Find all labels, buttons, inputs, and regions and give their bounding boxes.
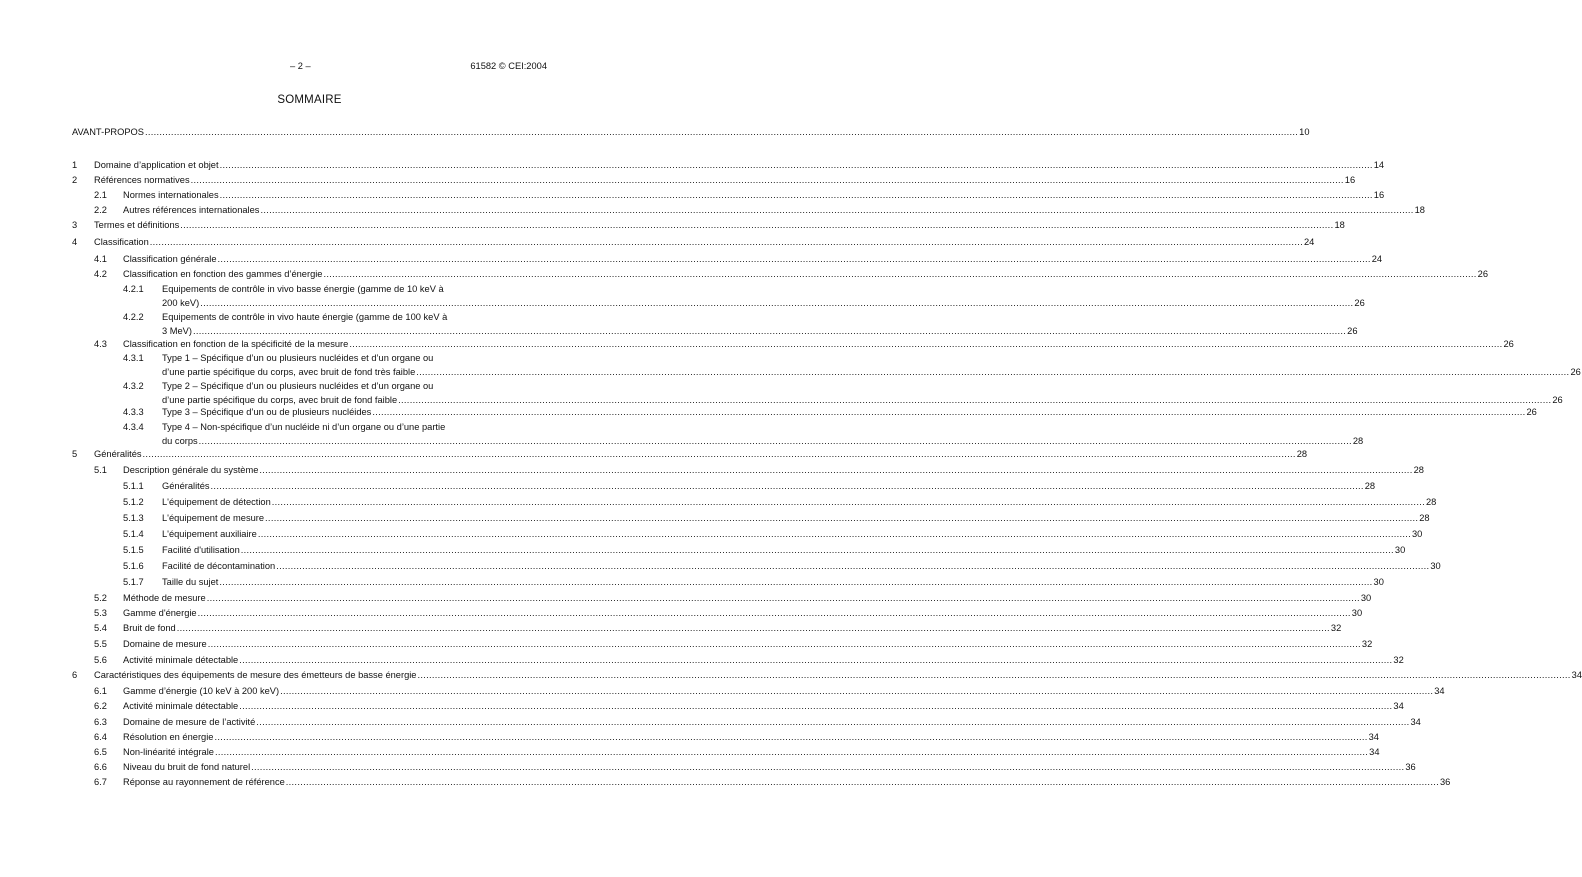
toc-entry[interactable]	[0, 405, 1537, 419]
toc-entry-number: 2	[72, 175, 78, 185]
toc-entry-number: 4.3	[94, 339, 107, 349]
toc-entry[interactable]	[0, 337, 1514, 351]
toc-entry[interactable]	[0, 730, 1379, 744]
toc-entry-title: Caractéristiques des équipements de mesure des émetteurs de basse énergie	[94, 670, 417, 680]
toc-entry-line	[162, 543, 1406, 557]
toc-entry-title: Taille du sujet	[162, 577, 219, 587]
toc-entry[interactable]	[0, 125, 1310, 139]
toc-entry-page: 36	[1439, 777, 1451, 787]
toc-entry-title: Non-linéarité intégrale	[123, 747, 214, 757]
dot-leader: ................................................................................................................................................................................................................................................................................................................................................................................................................	[144, 127, 1299, 137]
toc-entry-number: 5.1.1	[123, 481, 144, 491]
toc-entry-line	[123, 760, 1416, 774]
toc-entry-number: 4.3.1	[123, 353, 144, 363]
toc-entry-title: Gamme d’énergie (10 keV à 200 keV)	[123, 686, 280, 696]
toc-entry-line	[162, 405, 1537, 419]
toc-entry-number: 3	[72, 220, 78, 230]
toc-entry-title: Réponse au rayonnement de référence	[123, 777, 285, 787]
toc-entry-page: 32	[1393, 655, 1404, 665]
toc-entry[interactable]	[0, 575, 1384, 589]
toc-entry-page: 30	[1412, 529, 1423, 539]
toc-entry-title: Généralités	[162, 481, 210, 491]
toc-entry-line	[162, 296, 1365, 310]
toc-entry-line	[123, 621, 1342, 635]
toc-entry-number: 2.2	[94, 205, 107, 215]
toc-entry-page: 24	[1371, 254, 1383, 264]
toc-entry-line	[123, 745, 1380, 759]
toc-entry-title: Termes et définitions	[94, 220, 180, 230]
toc-entry-number: 6.7	[94, 777, 107, 787]
toc-entry-number: 4	[72, 237, 78, 247]
toc-entry-number: 4.2.2	[123, 312, 144, 322]
toc-entry[interactable]	[0, 527, 1423, 541]
toc-title: SOMMAIRE	[277, 94, 342, 106]
toc-entry-title: Classification	[94, 237, 149, 247]
toc-entry[interactable]	[0, 235, 1315, 249]
toc-entry-line	[123, 591, 1372, 605]
toc-entry[interactable]	[0, 420, 1364, 448]
toc-entry[interactable]	[0, 479, 1376, 493]
toc-entry-number: 4.1	[94, 254, 107, 264]
dot-leader: ................................................................................................................................................................................................................................................................................................................................................................................................................	[259, 465, 1413, 475]
dot-leader: ................................................................................................................................................................................................................................................................................................................................................................................................................	[349, 339, 1503, 349]
toc-entry-page: 28	[1364, 481, 1376, 491]
toc-entry[interactable]	[0, 637, 1373, 651]
toc-entry-page: 18	[1334, 220, 1345, 230]
toc-entry-title: L'équipement de mesure	[162, 513, 265, 523]
toc-entry-title: Références normatives	[94, 175, 190, 185]
toc-entry-number: 5.1	[94, 465, 107, 475]
dot-leader: ................................................................................................................................................................................................................................................................................................................................................................................................................	[372, 407, 1526, 417]
toc-entry-number: 5.1.7	[123, 577, 144, 587]
toc-entry[interactable]	[0, 463, 1424, 477]
toc-entry-line	[162, 527, 1423, 541]
toc-entry-title: Niveau du bruit de fond naturel	[123, 762, 251, 772]
toc-entry-number: 5.1.5	[123, 545, 144, 555]
toc-entry-title: Classification en fonction des gammes d’énergie	[123, 269, 323, 279]
toc-entry-number: 4.3.4	[123, 422, 144, 432]
dot-leader: ................................................................................................................................................................................................................................................................................................................................................................................................................	[398, 395, 1552, 405]
toc-entry[interactable]	[0, 218, 1345, 232]
dot-leader: ................................................................................................................................................................................................................................................................................................................................................................................................................	[256, 717, 1410, 727]
toc-entry-page: 26	[1347, 326, 1358, 336]
toc-entry-number: 5.1.2	[123, 497, 144, 507]
toc-entry-title: du corps	[162, 436, 198, 446]
dot-leader: ................................................................................................................................................................................................................................................................................................................................................................................................................	[210, 481, 1364, 491]
toc-entry-line	[123, 637, 1373, 651]
dot-leader: ................................................................................................................................................................................................................................................................................................................................................................................................................	[217, 254, 1371, 264]
toc-entry-page: 34	[1393, 701, 1404, 711]
toc-entry-line	[94, 158, 1385, 172]
toc-entry[interactable]	[0, 495, 1437, 509]
toc-entry-number: 6.5	[94, 747, 107, 757]
toc-entry-page: 30	[1360, 593, 1372, 603]
toc-entry-page: 34	[1410, 717, 1421, 727]
toc-entry[interactable]	[0, 559, 1441, 573]
dot-leader: ................................................................................................................................................................................................................................................................................................................................................................................................................	[260, 205, 1414, 215]
dot-leader: ................................................................................................................................................................................................................................................................................................................................................................................................................	[265, 513, 1419, 523]
toc-entry[interactable]	[0, 282, 1365, 310]
toc-entry-title: 200 keV)	[162, 298, 200, 308]
toc-entry-line	[94, 218, 1345, 232]
toc-entry-number: 4.2.1	[123, 284, 144, 294]
toc-entry-title: Généralités	[94, 449, 142, 459]
toc-entry-text-line1: Type 1 – Spécifique d’un ou plusieurs nucléides et d’un organe ou	[162, 353, 434, 363]
dot-leader: ................................................................................................................................................................................................................................................................................................................................................................................................................	[285, 777, 1439, 787]
toc-entry-page: 30	[1351, 608, 1363, 618]
toc-entry-line	[162, 495, 1437, 509]
toc-entry-number: 5.4	[94, 623, 107, 633]
toc-entry[interactable]	[0, 379, 1563, 407]
toc-entry[interactable]	[0, 668, 1582, 682]
toc-entry-title: Facilité d'utilisation	[162, 545, 240, 555]
toc-entry-page: 28	[1296, 449, 1308, 459]
toc-entry-title: Activité minimale détectable	[123, 701, 239, 711]
toc-entry-page: 28	[1352, 436, 1364, 446]
dot-leader: ................................................................................................................................................................................................................................................................................................................................................................................................................	[280, 686, 1434, 696]
toc-entry-text-line1: Equipements de contrôle in vivo haute énergie (gamme de 100 keV à	[162, 312, 448, 322]
toc-entry[interactable]	[0, 267, 1489, 281]
dot-leader: ................................................................................................................................................................................................................................................................................................................................................................................................................	[219, 577, 1373, 587]
toc-entry-page: 26	[1552, 395, 1563, 405]
toc-entry-number: 5.6	[94, 655, 107, 665]
toc-entry-line	[123, 715, 1421, 729]
toc-entry[interactable]	[0, 653, 1404, 667]
toc-entry-number: 4.3.2	[123, 381, 144, 391]
toc-entry-line	[72, 125, 1310, 139]
toc-entry-line	[94, 447, 1308, 461]
toc-entry-number: 6.3	[94, 717, 107, 727]
toc-entry-page: 32	[1330, 623, 1342, 633]
toc-entry-page: 26	[1526, 407, 1537, 417]
toc-entry-number: 2.1	[94, 190, 107, 200]
toc-entry[interactable]	[0, 173, 1356, 187]
dot-leader: ................................................................................................................................................................................................................................................................................................................................................................................................................	[176, 623, 1330, 633]
toc-entry-number: 6.1	[94, 686, 107, 696]
toc-entry-line	[94, 235, 1315, 249]
toc-entry-line	[123, 606, 1363, 620]
dot-leader: ................................................................................................................................................................................................................................................................................................................................................................................................................	[257, 529, 1411, 539]
toc-entry[interactable]	[0, 745, 1380, 759]
toc-entry-page: 28	[1413, 465, 1424, 475]
dot-leader: ................................................................................................................................................................................................................................................................................................................................................................................................................	[323, 269, 1477, 279]
toc-entry-page: 28	[1425, 497, 1437, 507]
dot-leader: ................................................................................................................................................................................................................................................................................................................................................................................................................	[417, 670, 1571, 680]
dot-leader: ................................................................................................................................................................................................................................................................................................................................................................................................................	[240, 545, 1394, 555]
dot-leader: ................................................................................................................................................................................................................................................................................................................................................................................................................	[239, 701, 1393, 711]
toc-entry-page: 30	[1373, 577, 1384, 587]
dot-leader: ................................................................................................................................................................................................................................................................................................................................................................................................................	[271, 497, 1425, 507]
toc-entry[interactable]	[0, 158, 1385, 172]
toc-entry-line	[123, 188, 1385, 202]
toc-entry-page: 26	[1354, 298, 1365, 308]
dot-leader: ................................................................................................................................................................................................................................................................................................................................................................................................................	[251, 762, 1405, 772]
dot-leader: ................................................................................................................................................................................................................................................................................................................................................................................................................	[219, 160, 1373, 170]
toc-entry-number: 6	[72, 670, 78, 680]
dot-leader: ................................................................................................................................................................................................................................................................................................................................................................................................................	[142, 449, 1296, 459]
toc-entry-page: 30	[1394, 545, 1406, 555]
toc-entry-line	[123, 463, 1424, 477]
toc-entry-line	[162, 365, 1581, 379]
toc-entry-title: L'équipement auxiliaire	[162, 529, 257, 539]
toc-entry[interactable]	[0, 591, 1372, 605]
toc-entry-text-line1: Type 2 – Spécifique d’un ou plusieurs nucléides et d’un organe ou	[162, 381, 434, 391]
page-header	[0, 61, 619, 75]
dot-leader: ................................................................................................................................................................................................................................................................................................................................................................................................................	[190, 175, 1344, 185]
toc-entry[interactable]	[0, 684, 1445, 698]
toc-entry-number: 6.6	[94, 762, 107, 772]
toc-entry-number: 5.3	[94, 608, 107, 618]
toc-entry-line	[162, 575, 1384, 589]
toc-entry[interactable]	[0, 511, 1430, 525]
toc-entry-page: 26	[1570, 367, 1581, 377]
toc-entry-text-line1: Equipements de contrôle in vivo basse énergie (gamme de 10 keV à	[162, 284, 444, 294]
toc-entry-number: 4.3.3	[123, 407, 144, 417]
dot-leader: ................................................................................................................................................................................................................................................................................................................................................................................................................	[276, 561, 1430, 571]
toc-entry-number: 5.5	[94, 639, 107, 649]
dot-leader: ................................................................................................................................................................................................................................................................................................................................................................................................................	[180, 220, 1334, 230]
toc-entry-page: 18	[1414, 205, 1425, 215]
toc-entry-line	[162, 324, 1358, 338]
toc-entry-line	[162, 511, 1430, 525]
toc-entry-title: Facilité de décontamination	[162, 561, 276, 571]
toc-entry-line	[123, 684, 1445, 698]
toc-entry-title: Normes internationales	[123, 190, 219, 200]
toc-entry-line	[123, 252, 1383, 266]
standard-reference: 61582 © CEI:2004	[470, 61, 547, 71]
toc-entry[interactable]	[0, 543, 1406, 557]
toc-entry-title: L'équipement de détection	[162, 497, 271, 507]
toc-entry-page: 30	[1430, 561, 1441, 571]
toc-entry-page: 34	[1368, 732, 1379, 742]
toc-entry-line	[123, 730, 1379, 744]
toc-entry[interactable]	[0, 188, 1385, 202]
toc-entry-title: d’une partie spécifique du corps, avec bruit de fond faible	[162, 395, 398, 405]
dot-leader: ................................................................................................................................................................................................................................................................................................................................................................................................................	[416, 367, 1570, 377]
toc-entry-line	[162, 479, 1376, 493]
toc-entry[interactable]	[0, 252, 1383, 266]
toc-entry-number: 5.1.4	[123, 529, 144, 539]
toc-entry[interactable]	[0, 447, 1308, 461]
toc-entry[interactable]	[0, 351, 1581, 379]
toc-entry-title: d’une partie spécifique du corps, avec bruit de fond très faible	[162, 367, 416, 377]
toc-entry-line	[123, 203, 1425, 217]
toc-entry-title: Domaine de mesure de l’activité	[123, 717, 256, 727]
toc-entry-text-line1: Type 4 – Non-spécifique d’un nucléide ni d’un organe ou d’une partie	[162, 422, 446, 432]
toc-entry[interactable]	[0, 760, 1416, 774]
toc-entry-number: 6.4	[94, 732, 107, 742]
toc-entry-line	[162, 559, 1441, 573]
toc-entry[interactable]	[0, 203, 1425, 217]
toc-entry-page: 10	[1299, 127, 1310, 137]
toc-entry-line	[94, 173, 1356, 187]
toc-entry-number: 5.1.6	[123, 561, 144, 571]
toc-entry-title: 3 MeV)	[162, 326, 192, 336]
toc-entry-title: Classification en fonction de la spécificité de la mesure	[123, 339, 349, 349]
toc-entry-title: Gamme d'énergie	[123, 608, 197, 618]
dot-leader: ................................................................................................................................................................................................................................................................................................................................................................................................................	[198, 436, 1352, 446]
toc-entry-line	[123, 699, 1404, 713]
dot-leader: ................................................................................................................................................................................................................................................................................................................................................................................................................	[200, 298, 1354, 308]
toc-entry-number: 5.2	[94, 593, 107, 603]
dot-leader: ................................................................................................................................................................................................................................................................................................................................................................................................................	[149, 237, 1303, 247]
toc-entry-title: Domaine d’application et objet	[94, 160, 219, 170]
toc-entry[interactable]	[0, 621, 1342, 635]
toc-entry-title: Classification générale	[123, 254, 217, 264]
toc-entry-page: 16	[1373, 190, 1385, 200]
dot-leader: ................................................................................................................................................................................................................................................................................................................................................................................................................	[207, 639, 1361, 649]
toc-entry-line	[123, 337, 1514, 351]
toc-entry-number: 5.1.3	[123, 513, 144, 523]
toc-entry-page: 34	[1571, 670, 1582, 680]
toc-entry-page: 24	[1303, 237, 1315, 247]
toc-entry-line	[123, 267, 1489, 281]
toc-entry[interactable]	[0, 775, 1451, 789]
toc-entry-title: Autres références internationales	[123, 205, 260, 215]
toc-entry-number: 5	[72, 449, 78, 459]
toc-entry-title: Description générale du système	[123, 465, 259, 475]
toc-entry-title: Bruit de fond	[123, 623, 176, 633]
toc-entry-line	[123, 653, 1404, 667]
toc-entry-title: AVANT-PROPOS	[72, 127, 144, 137]
toc-entry-line	[123, 775, 1451, 789]
dot-leader: ................................................................................................................................................................................................................................................................................................................................................................................................................	[192, 326, 1347, 336]
toc-entry-title: Activité minimale détectable	[123, 655, 239, 665]
toc-entry-line	[162, 434, 1364, 448]
toc-entry[interactable]	[0, 606, 1363, 620]
dot-leader: ................................................................................................................................................................................................................................................................................................................................................................................................................	[214, 732, 1368, 742]
toc-entry-page: 36	[1405, 762, 1416, 772]
toc-entry-title: Domaine de mesure	[123, 639, 207, 649]
toc-entry-page: 32	[1361, 639, 1373, 649]
toc-entry[interactable]	[0, 699, 1404, 713]
toc-entry-number: 6.2	[94, 701, 107, 711]
toc-entry-page: 14	[1373, 160, 1385, 170]
dot-leader: ................................................................................................................................................................................................................................................................................................................................................................................................................	[206, 593, 1360, 603]
toc-entry-number: 4.2	[94, 269, 107, 279]
toc-entry-number: 1	[72, 160, 78, 170]
toc-entry-title: Type 3 – Spécifique d’un ou de plusieurs nucléides	[162, 407, 372, 417]
page-number: – 2 –	[290, 61, 311, 71]
toc-entry-page: 34	[1369, 747, 1380, 757]
toc-entry-title: Résolution en énergie	[123, 732, 214, 742]
dot-leader: ................................................................................................................................................................................................................................................................................................................................................................................................................	[214, 747, 1369, 757]
toc-entry-page: 34	[1434, 686, 1445, 696]
toc-entry-page: 26	[1477, 269, 1489, 279]
dot-leader: ................................................................................................................................................................................................................................................................................................................................................................................................................	[239, 655, 1393, 665]
toc-entry-page: 16	[1344, 175, 1356, 185]
toc-entry-line	[94, 668, 1582, 682]
dot-leader: ................................................................................................................................................................................................................................................................................................................................................................................................................	[197, 608, 1351, 618]
toc-entry-title: Méthode de mesure	[123, 593, 206, 603]
toc-entry-page: 26	[1503, 339, 1514, 349]
dot-leader: ................................................................................................................................................................................................................................................................................................................................................................................................................	[219, 190, 1373, 200]
toc-entry-page: 28	[1419, 513, 1430, 523]
toc-entry[interactable]	[0, 715, 1421, 729]
toc-entry[interactable]	[0, 310, 1358, 338]
